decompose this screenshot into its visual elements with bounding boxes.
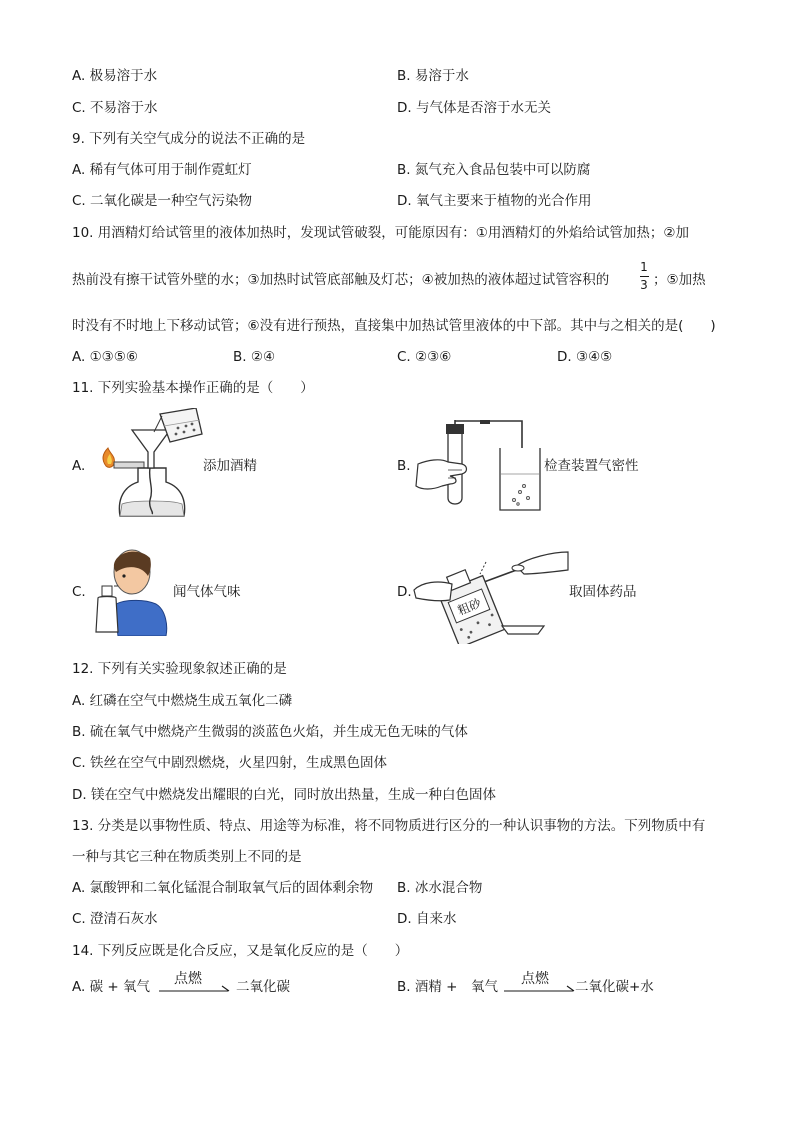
- q10-line-1: 10. 用酒精灯给试管里的液体加热时，发现试管破裂，可能原因有：①用酒精灯的外焰给试管加热；②加: [72, 225, 689, 241]
- q10-line-2-post: ；⑤加热: [653, 272, 706, 288]
- q11-option-c-caption: 闻气体气味: [173, 584, 241, 600]
- q13-line-2: 一种与其它三种在物质类别上不同的是: [72, 849, 302, 865]
- q9-option-b: B. 氮气充入食品包装中可以防腐: [397, 162, 591, 178]
- q11-stem: 11. 下列实验基本操作正确的是（ ）: [72, 380, 314, 396]
- q12-option-c: C. 铁丝在空气中剧烈燃烧，火星四射，生成黑色固体: [72, 755, 388, 771]
- q13-option-d: D. 自来水: [397, 911, 457, 927]
- q9-stem: 9. 下列有关空气成分的说法不正确的是: [72, 131, 306, 147]
- q11-option-d-caption: 取固体药品: [569, 584, 637, 600]
- q11-option-d-letter: D.: [397, 584, 412, 600]
- q12-option-b: B. 硫在氧气中燃烧产生微弱的淡蓝色火焰，并生成无色无味的气体: [72, 724, 468, 740]
- q10-option-c: C. ②③⑥: [397, 349, 452, 365]
- q8-option-b: B. 易溶于水: [397, 68, 469, 84]
- alcohol-lamp-refill-figure: [92, 408, 204, 530]
- reaction-arrow-icon: [503, 983, 577, 995]
- q14-option-b-product: 二氧化碳+水: [575, 979, 654, 995]
- q12-stem: 12. 下列有关实验现象叙述正确的是: [72, 661, 287, 677]
- reagent-bottle-label: 粗砂: [455, 595, 484, 618]
- fraction-one-third: [637, 261, 651, 292]
- q10-option-b: B. ②④: [233, 349, 276, 365]
- q14-option-a-product: 二氧化碳: [236, 979, 290, 995]
- q9-option-d: D. 氧气主要来于植物的光合作用: [397, 193, 592, 209]
- q13-line-1: 13. 分类是以事物性质、特点、用途等为标准，将不同物质进行区分的一种认识事物的方法。下列物质中有: [72, 818, 706, 834]
- q12-option-d: D. 镁在空气中燃烧发出耀眼的白光，同时放出热量，生成一种白色固体: [72, 787, 496, 803]
- q10-line-2-pre: 热前没有擦干试管外壁的水；③加热时试管底部触及灯芯；④被加热的液体超过试管容积的: [72, 272, 610, 288]
- smelling-gas-figure: [92, 546, 170, 636]
- q13-option-b: B. 冰水混合物: [397, 880, 483, 896]
- q9-option-a: A. 稀有气体可用于制作霓虹灯: [72, 162, 252, 178]
- q10-line-3: 时没有不时地上下移动试管；⑥没有进行预热，直接集中加热试管里液体的中下部。其中与之相关的是( ): [72, 318, 716, 334]
- q11-option-a-letter: A.: [72, 458, 86, 474]
- fraction-denominator: 3: [640, 278, 648, 292]
- q14-option-b-condition: 点燃: [521, 971, 549, 987]
- q9-option-c: C. 二氧化碳是一种空气污染物: [72, 193, 253, 209]
- q13-option-c: C. 澄清石灰水: [72, 911, 158, 927]
- q13-option-a: A. 氯酸钾和二氧化锰混合制取氧气后的固体剩余物: [72, 880, 374, 896]
- q8-option-a: A. 极易溶于水: [72, 68, 158, 84]
- reaction-arrow-icon: [158, 983, 232, 995]
- fraction-numerator: 1: [640, 260, 648, 274]
- q11-option-b-caption: 检查装置气密性: [544, 458, 639, 474]
- solid-reagent-figure: [412, 538, 570, 644]
- q14-option-a-reactants: A. 碳 + 氧气: [72, 979, 150, 995]
- q14-stem: 14. 下列反应既是化合反应，又是氧化反应的是（ ）: [72, 943, 409, 959]
- q12-option-a: A. 红磷在空气中燃烧生成五氧化二磷: [72, 693, 293, 709]
- q11-option-b-letter: B.: [397, 458, 411, 474]
- q11-option-c-letter: C.: [72, 584, 86, 600]
- q10-option-d: D. ③④⑤: [557, 349, 613, 365]
- q8-option-d: D. 与气体是否溶于水无关: [397, 100, 551, 116]
- q14-option-b-reactants: B. 酒精 + 氧气: [397, 979, 498, 995]
- q10-option-a: A. ①③⑤⑥: [72, 349, 138, 365]
- airtightness-check-figure: [414, 420, 544, 515]
- q14-option-a-condition: 点燃: [174, 971, 202, 987]
- q8-option-c: C. 不易溶于水: [72, 100, 158, 116]
- q11-option-a-caption: 添加酒精: [203, 458, 257, 474]
